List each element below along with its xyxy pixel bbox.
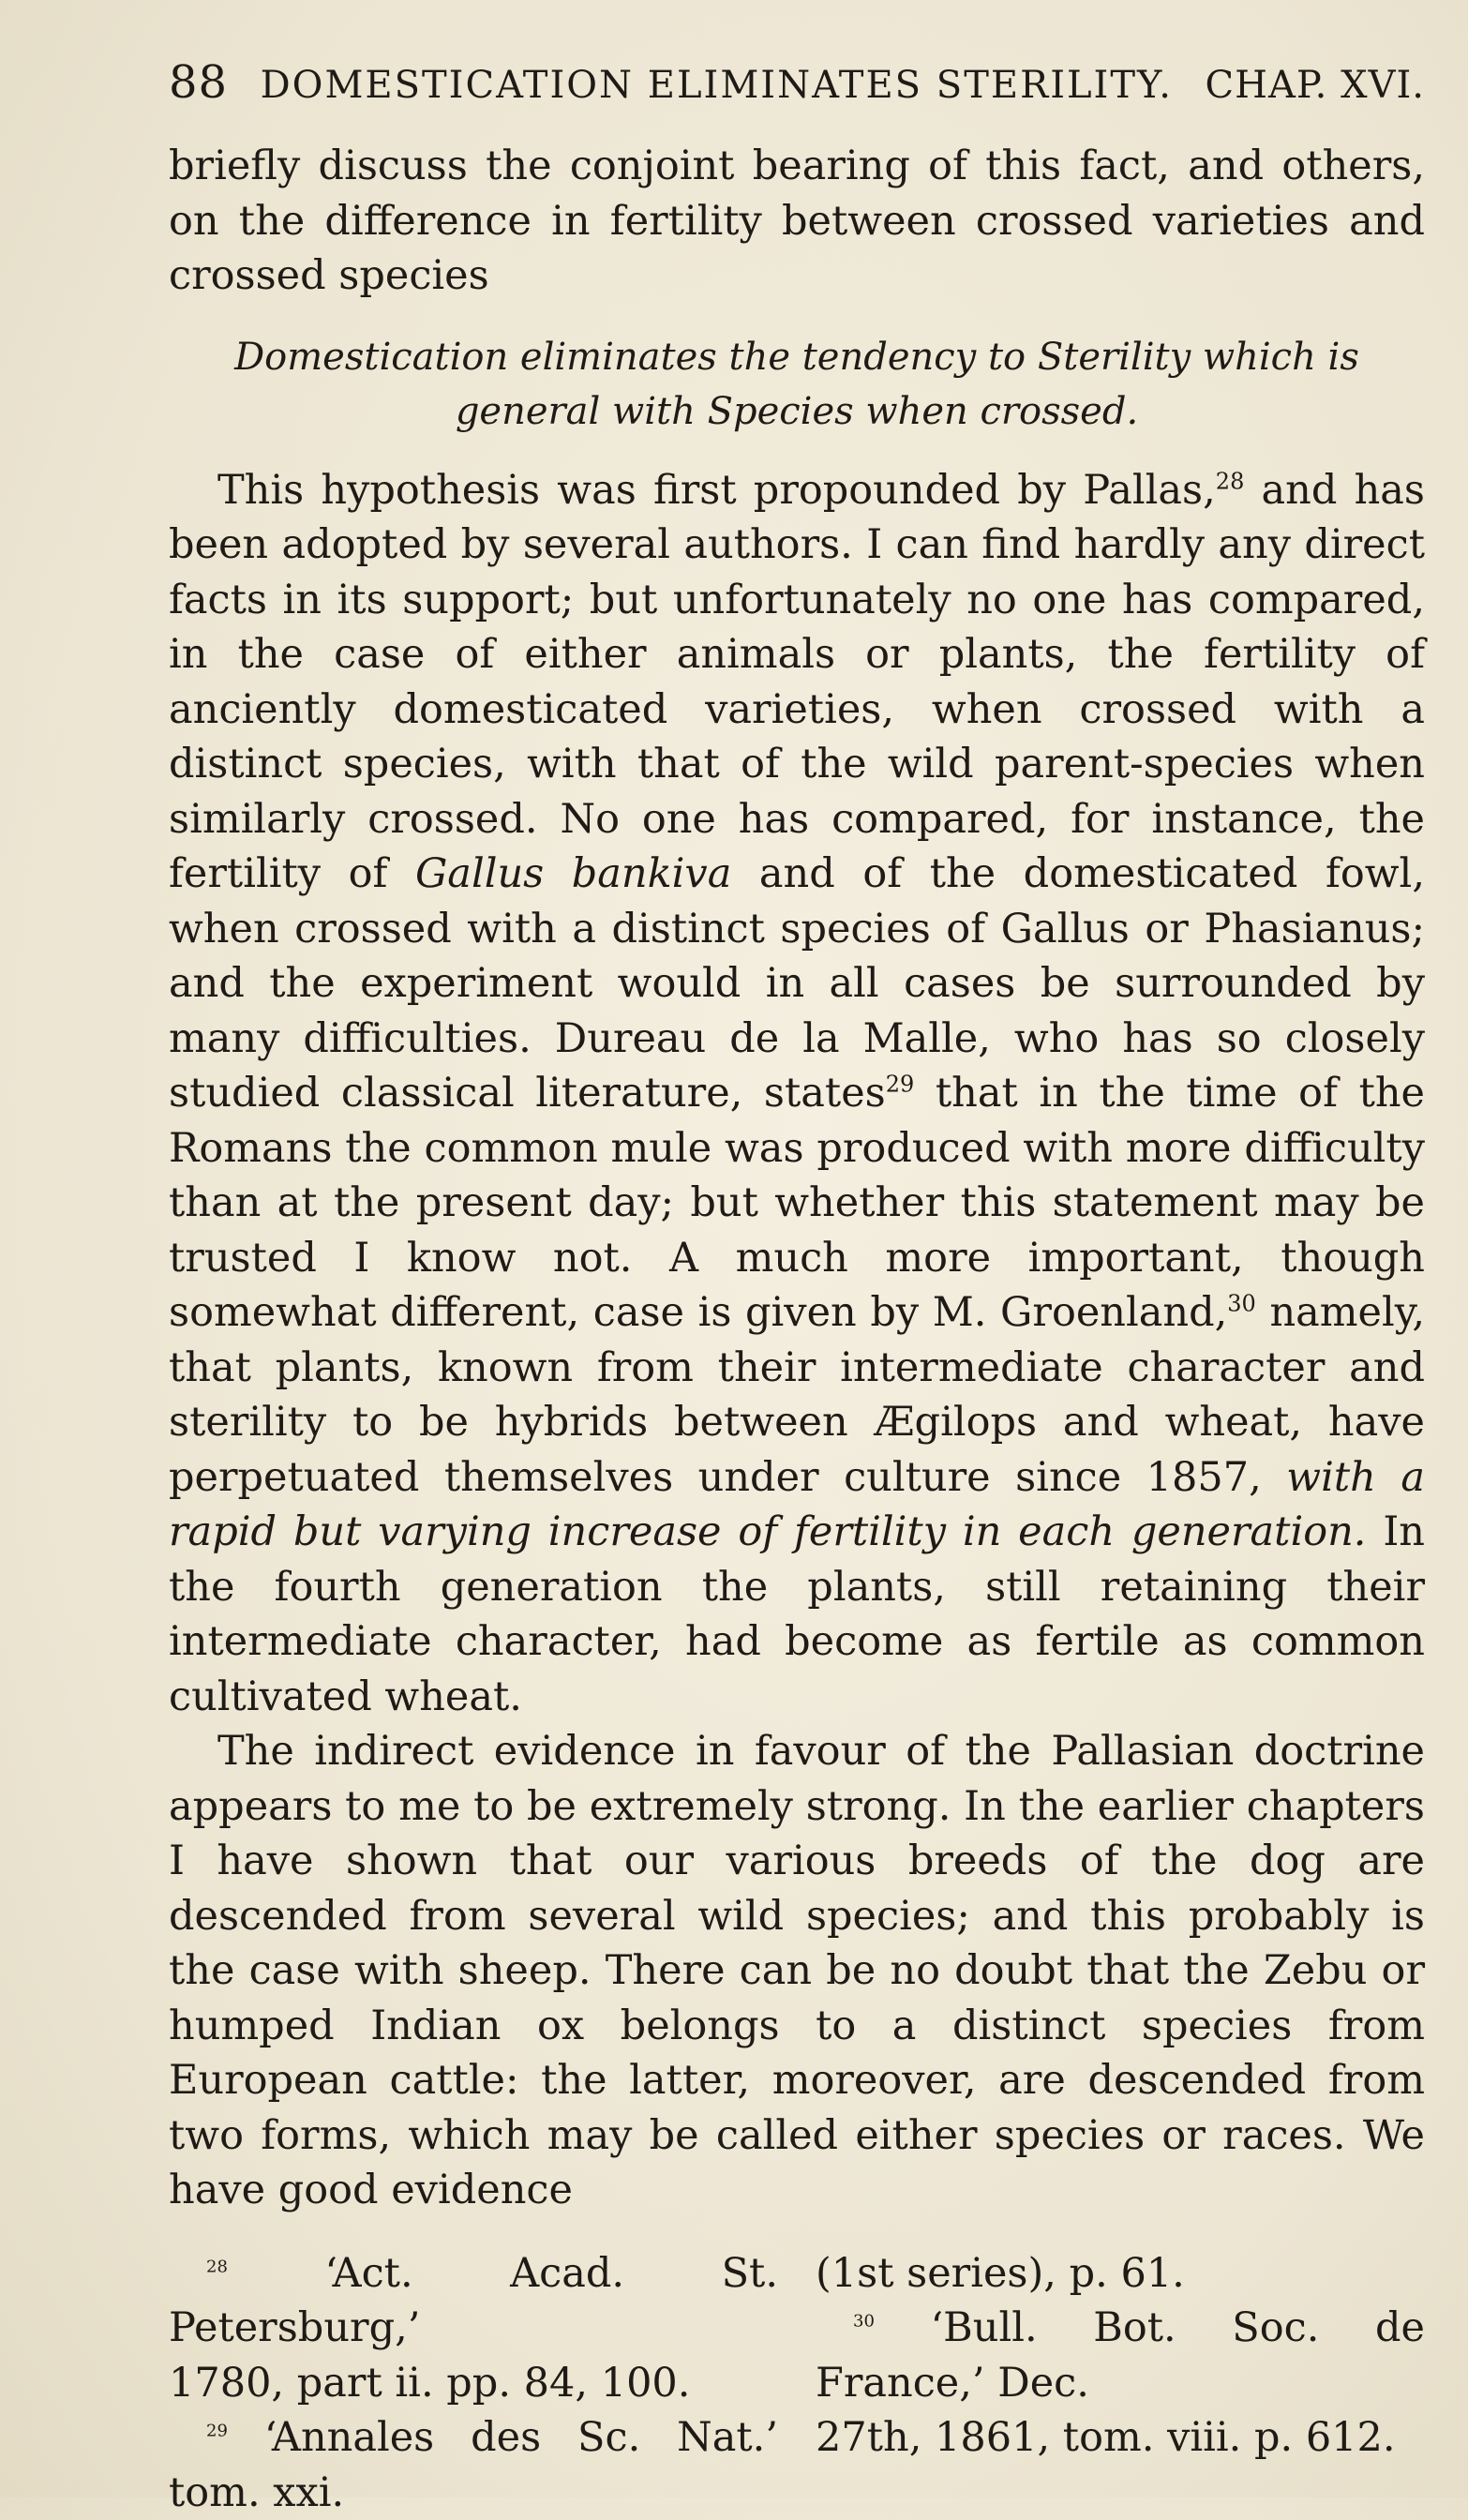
text-run: In the fourth generation the plants, still retaining their intermediate character, had become as fertile as common cultivated wheat. xyxy=(169,1508,1425,1720)
text-run: that in the time of the Romans the common mule was produced with more difficulty than at the present day; but whether this statement may be trusted I know not. A much more important, though somewhat different, case is given by M. Groenland, xyxy=(169,1070,1425,1336)
paragraph-pallas xyxy=(169,463,1425,1725)
text-run: This hypothesis was first propounded by Pallas, xyxy=(217,467,1216,514)
footnote-number: 28 xyxy=(206,2257,228,2276)
page-number: 88 xyxy=(169,56,228,109)
footnote-29-cont: (1st series), p. 61. xyxy=(816,2246,1425,2302)
paragraph-indirect-evidence: The indirect evidence in favour of the Pallasian doctrine appears to me to be extremely strong. In the earlier chapters I have shown that our various breeds of the dog are descended from several wild species; and this probably is the case with sheep. There can be no doubt that the Zebu or humped Indian ox belongs to a distinct species from European cattle: the latter, moreover, are descended from two forms, which may be called either species or races. We have good evidence xyxy=(169,1724,1425,2218)
footnotes-right-column xyxy=(816,2246,1425,2520)
chapter-label: CHAP. XVI. xyxy=(1206,64,1426,107)
intro-paragraph: briefly discuss the conjoint bearing of this fact, and others, on the difference in fertility between crossed varieties and crossed species xyxy=(169,139,1425,304)
footnote-number: 30 xyxy=(853,2312,875,2332)
text-run: and has been adopted by several authors. I can find hardly any direct facts in its support; but unfortunately no one has compared, in the case of either animals or plants, the fertility of anciently domesticated varieties, when crossed with a distinct species, with that of the wild parent-species when similarly crossed. No one has compared, for instance, the fertility of xyxy=(169,467,1425,898)
footnote-29 xyxy=(169,2410,778,2520)
footnote-ref-30: 30 xyxy=(1227,1291,1256,1317)
footnote-30-cont: 27th, 1861, tom. viii. p. 612. xyxy=(816,2410,1425,2466)
text-run: and of the domesticated fowl, when crossed with a distinct species of Gallus or Phasianus; and the experiment would in all cases be surrounded by many difficulties. Dureau de la Malle, who has so closely studied classical literature, states xyxy=(169,850,1425,1117)
footnotes xyxy=(169,2246,1425,2520)
footnote-number: 29 xyxy=(206,2422,228,2441)
footnote-30 xyxy=(816,2301,1425,2410)
text-run: namely, that plants, known from their intermediate character and sterility to be hybrids between Ægilops and wheat, have perpetuated themselves under culture since 1857, xyxy=(169,1289,1425,1501)
footnotes-left-column xyxy=(169,2246,778,2520)
running-title: DOMESTICATION ELIMINATES STERILITY. xyxy=(261,64,1173,107)
italic-phrase: with a rapid but varying increase of fertility in each generation. xyxy=(169,1454,1425,1556)
footnote-28 xyxy=(169,2246,778,2356)
species-name: Gallus bankiva xyxy=(415,850,731,897)
book-page xyxy=(169,56,1425,2520)
page-header xyxy=(169,56,1425,109)
footnote-text: ‘Bull. Bot. Soc. de France,’ Dec. xyxy=(816,2304,1425,2407)
footnote-text: ‘Annales des Sc. Nat.’ tom. xxi. xyxy=(169,2414,778,2516)
footnote-28-cont: 1780, part ii. pp. 84, 100. xyxy=(169,2356,778,2411)
footnote-text: ‘Act. Acad. St. Petersburg,’ xyxy=(169,2250,778,2352)
footnote-ref-29: 29 xyxy=(886,1072,915,1098)
section-heading: Domestication eliminates the tendency to Sterility which is general with Species when crossed. xyxy=(169,330,1425,439)
footnote-ref-28: 28 xyxy=(1216,468,1245,494)
